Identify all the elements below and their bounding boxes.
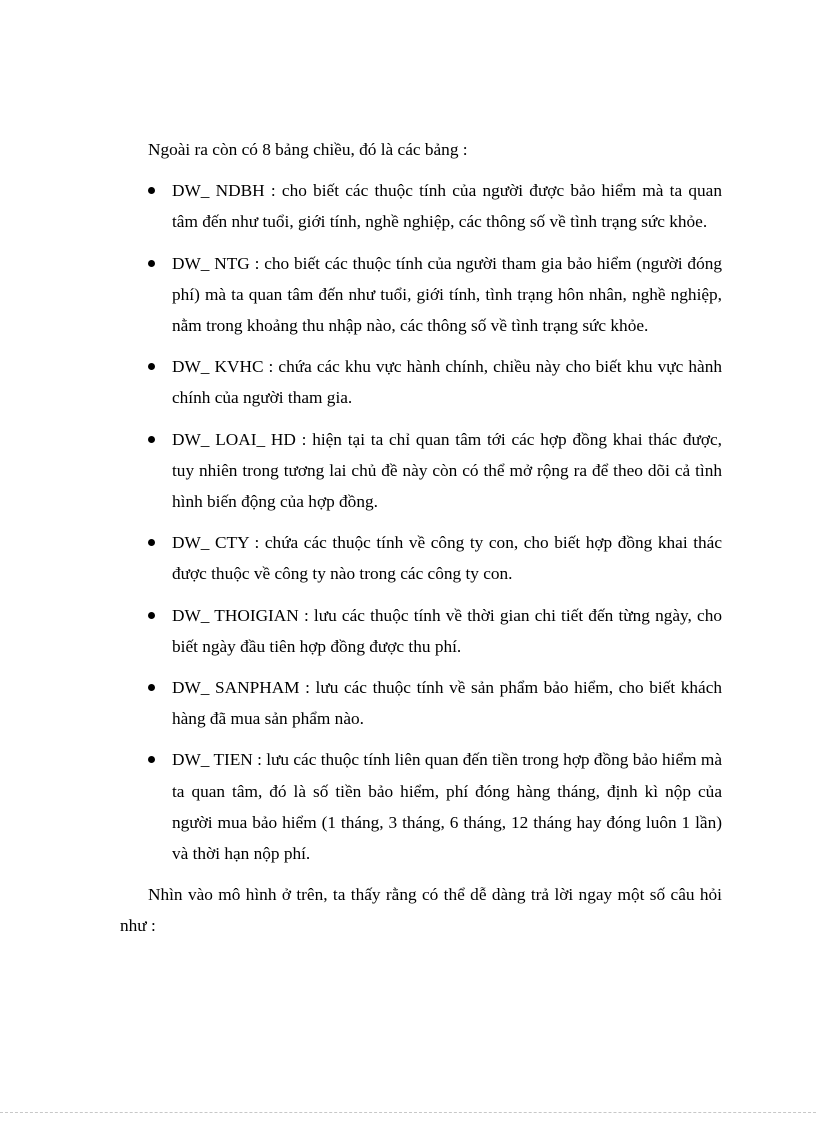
list-item-text: DW_ TIEN : lưu các thuộc tính liên quan đến tiền trong hợp đồng bảo hiểm mà ta quan tâm, đó là số tiền bảo hiểm, phí đóng hàng tháng, định kì nộp của người mua bảo hiểm (1 tháng, 3 tháng, 6 tháng, 12 tháng hay đóng luôn 1 lần) và thời hạn nộp phí. (172, 750, 722, 864)
intro-paragraph: Ngoài ra còn có 8 bảng chiều, đó là các bảng : (148, 140, 468, 159)
list-item-text: DW_ THOIGIAN : lưu các thuộc tính về thời gian chi tiết đến từng ngày, cho biết ngày đầu tiên hợp đồng được thu phí. (172, 605, 722, 656)
bullet-icon (148, 260, 155, 267)
list-item-text: DW_ KVHC : chứa các khu vực hành chính, chiều này cho biết khu vực hành chính của người tham gia. (172, 357, 722, 408)
list-item (148, 351, 722, 413)
list-item (148, 248, 722, 342)
list-item (148, 600, 722, 662)
bullet-icon (148, 363, 155, 370)
bullet-icon (148, 436, 155, 443)
list-item-text: DW_ LOAI_ HD : hiện tại ta chỉ quan tâm tới các hợp đồng khai thác được, tuy nhiên trong tương lai chủ đề này còn có thể mở rộng ra để theo dõi cả tình hình biến động của hợp đồng. (172, 429, 722, 512)
list-item-text: DW_ SANPHAM : lưu các thuộc tính về sản phẩm bảo hiểm, cho biết khách hàng đã mua sản phẩm nào. (172, 678, 722, 729)
bullet-icon (148, 756, 155, 763)
list-item (148, 672, 722, 734)
bullet-icon (148, 539, 155, 546)
document-body (120, 134, 722, 942)
list-item (148, 175, 722, 237)
list-item-text: DW_ NTG : cho biết các thuộc tính của người tham gia bảo hiểm (người đóng phí) mà ta quan tâm đến như tuổi, giới tính, tình trạng hôn nhân, nghề nghiệp, nằm trong khoảng thu nhập nào, các thông số về tình trạng sức khỏe. (172, 253, 722, 336)
list-item-text: DW_ CTY : chứa các thuộc tính về công ty con, cho biết hợp đồng khai thác được thuộc về công ty nào trong các công ty con. (172, 533, 722, 584)
list-item (148, 744, 722, 869)
list-item (148, 424, 722, 518)
dimension-table-list (148, 175, 722, 869)
bullet-icon (148, 612, 155, 619)
bullet-icon (148, 187, 155, 194)
bullet-icon (148, 684, 155, 691)
list-item (148, 527, 722, 589)
closing-paragraph: Nhìn vào mô hình ở trên, ta thấy rằng có thể dễ dàng trả lời ngay một số câu hỏi như : (120, 885, 722, 936)
list-item-text: DW_ NDBH : cho biết các thuộc tính của người được bảo hiểm mà ta quan tâm đến như tuổi, giới tính, nghề nghiệp, các thông số về tình trạng sức khỏe. (172, 181, 722, 232)
page-bottom-divider (0, 1112, 816, 1113)
